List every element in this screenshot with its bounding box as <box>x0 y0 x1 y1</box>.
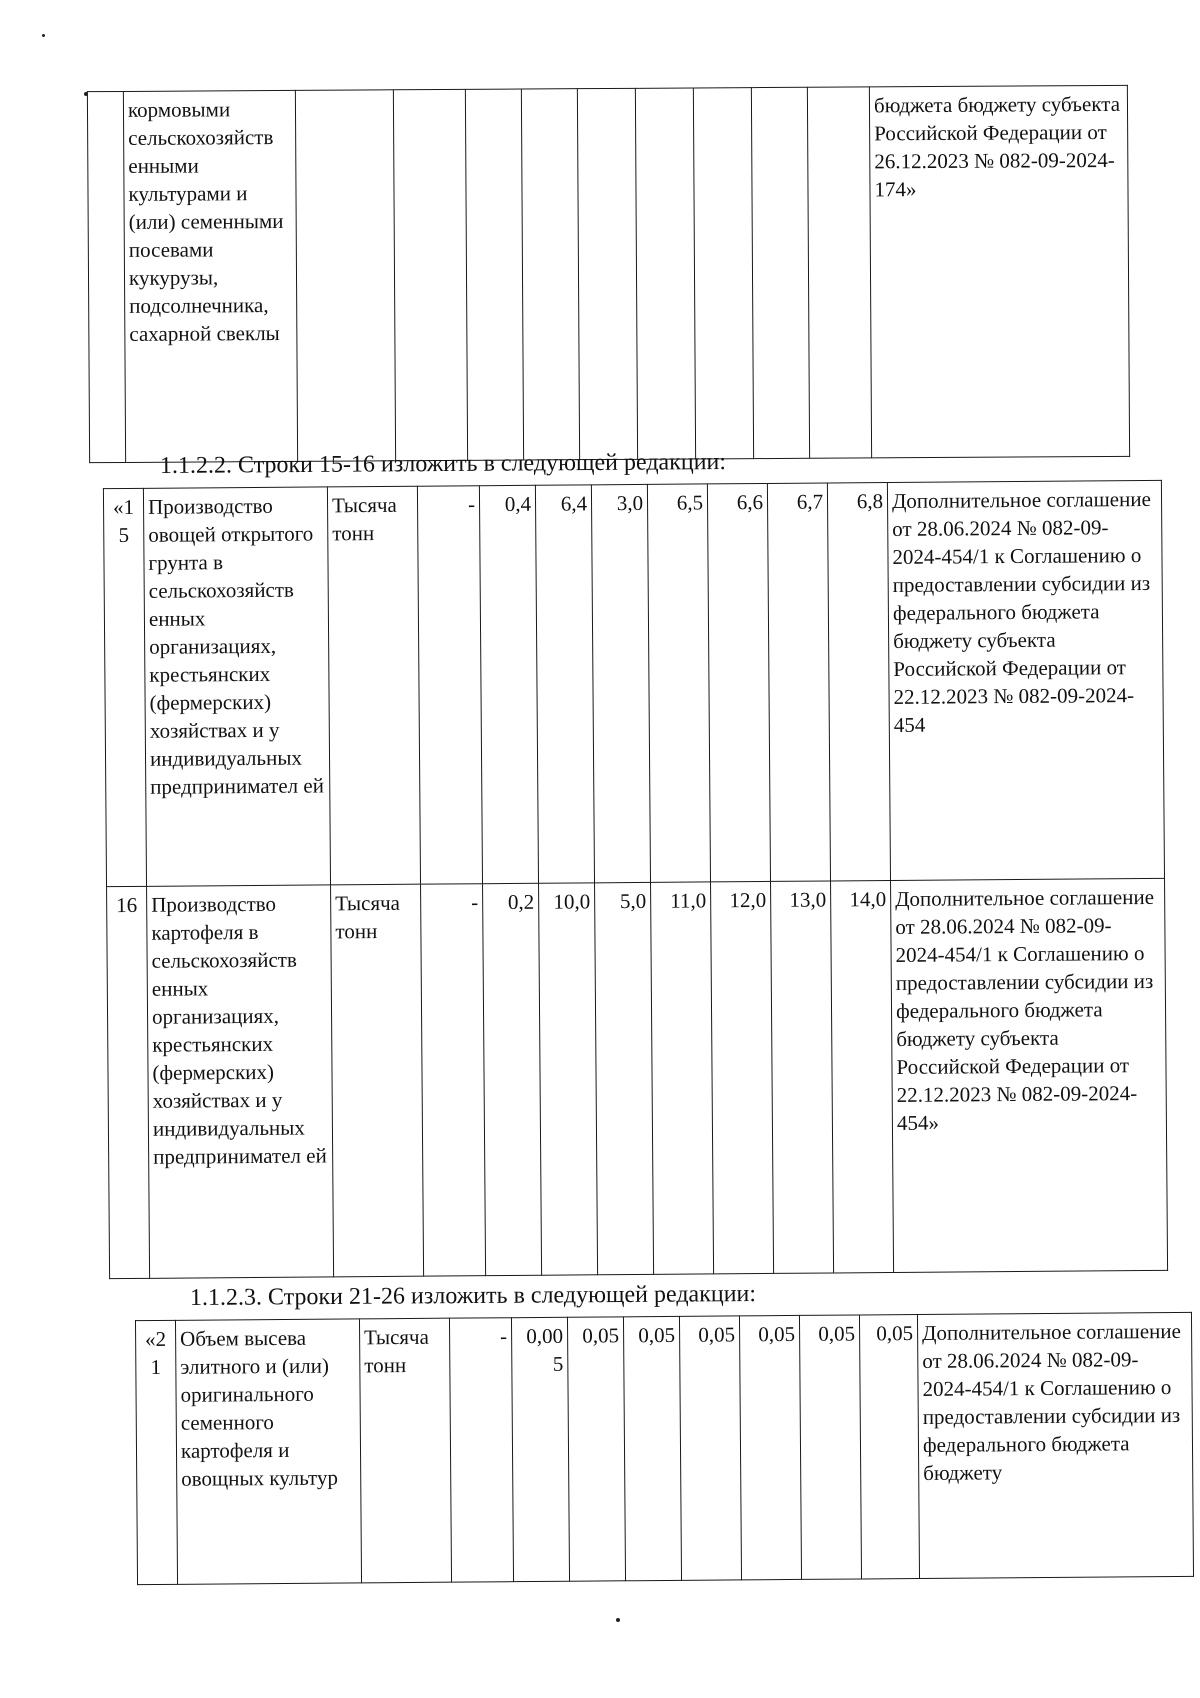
value-cell <box>465 89 523 460</box>
value-cell <box>521 89 579 460</box>
value-cell: 0,05 <box>799 1315 861 1579</box>
unit-cell: Тысяча тонн <box>359 1318 451 1583</box>
value-cell: 0,2 <box>483 883 542 1275</box>
table-row <box>107 878 1168 1278</box>
value-cell: 6,5 <box>647 484 710 882</box>
value-cell: 0,05 <box>739 1315 801 1579</box>
value-cell <box>635 88 695 459</box>
scan-speck <box>616 1618 620 1622</box>
section-heading: 1.1.2.2. Строки 15-16 изложить в следующей редакции: <box>159 449 727 479</box>
scan-speck <box>42 34 45 37</box>
value-cell: 14,0 <box>831 880 894 1272</box>
row-number <box>87 91 125 462</box>
source-document: Дополнительное соглашение от 28.06.2024 № 082-09-2024-454/1 к Соглашению о предоставлении субсидии из федерального бюджета бюджету <box>917 1312 1193 1578</box>
value-cell: 0,05 <box>567 1317 625 1581</box>
section-heading: 1.1.2.3. Строки 21-26 изложить в следующей редакции: <box>189 1281 757 1311</box>
value-cell: - <box>417 486 482 884</box>
value-cell: 5,0 <box>595 882 654 1274</box>
row-number: «21 <box>135 1320 177 1584</box>
source-document: бюджета бюджету субъекта Российской Федерации от 26.12.2023 № 082-09-2024-174» <box>869 85 1129 458</box>
unit-cell: Тысяча тонн <box>327 486 420 885</box>
source-document: Дополнительное соглашение от 28.06.2024 № 082-09-2024-454/1 к Соглашению о предоставлении субсидии из федерального бюджета бюджету субъекта Российской Федерации от 22.12.2023 № 082-09-2024-454 <box>887 480 1164 880</box>
value-cell: 0,05 <box>679 1316 741 1580</box>
value-cell: 10,0 <box>539 883 598 1275</box>
value-cell <box>751 87 809 458</box>
source-document: Дополнительное соглашение от 28.06.2024 № 082-09-2024-454/1 к Соглашению о предоставлении субсидии из федерального бюджета бюджету субъекта Российской Федерации от 22.12.2023 № 082-09-2024-454» <box>891 878 1168 1272</box>
value-cell: 6,7 <box>767 483 830 881</box>
value-cell: 6,8 <box>827 483 890 881</box>
value-cell: 0,05 <box>859 1315 919 1579</box>
value-cell: 6,4 <box>535 485 594 883</box>
value-cell: 6,6 <box>707 483 770 881</box>
value-cell <box>393 89 467 460</box>
value-cell: 13,0 <box>771 881 834 1273</box>
value-cell: - <box>449 1318 513 1582</box>
indicator-name: кормовыми сельскохозяйств енными культурами и (или) семенными посевами кукурузы, подсолнечника, сахарной свеклы <box>123 90 297 462</box>
value-cell: 11,0 <box>651 882 714 1274</box>
indicator-name: Объем высева элитного и (или) оригинального семенного картофеля и овощных культур <box>175 1319 361 1584</box>
scan-speck <box>84 92 88 96</box>
table-row <box>135 1312 1193 1584</box>
table-rows-15-16 <box>103 480 1168 1279</box>
value-cell <box>693 88 753 459</box>
value-cell <box>807 87 871 458</box>
unit-cell: Тысяча тонн <box>331 884 424 1277</box>
value-cell: - <box>421 884 486 1276</box>
value-cell: 0,4 <box>479 485 538 883</box>
table-row <box>87 85 1129 462</box>
value-cell <box>577 88 637 459</box>
table-row <box>103 480 1164 886</box>
value-cell: 12,0 <box>711 881 774 1273</box>
table-continuation <box>87 85 1130 463</box>
value-cell: 3,0 <box>591 484 650 882</box>
table-rows-21-26 <box>135 1312 1194 1585</box>
row-number: 16 <box>107 886 150 1278</box>
value-cell: 0,005 <box>511 1317 569 1581</box>
indicator-name: Производство овощей открытого грунта в сельскохозяйств енных организациях, крестьянских (фермерских) хозяйствах и у индивидуальных предпринимател ей <box>143 487 330 886</box>
unit-cell <box>295 90 395 462</box>
row-number: «15 <box>103 488 146 886</box>
value-cell: 0,05 <box>623 1316 681 1580</box>
indicator-name: Производство картофеля в сельскохозяйств енных организациях, крестьянских (фермерских) хозяйствах и у индивидуальных предпринимател ей <box>147 885 334 1278</box>
